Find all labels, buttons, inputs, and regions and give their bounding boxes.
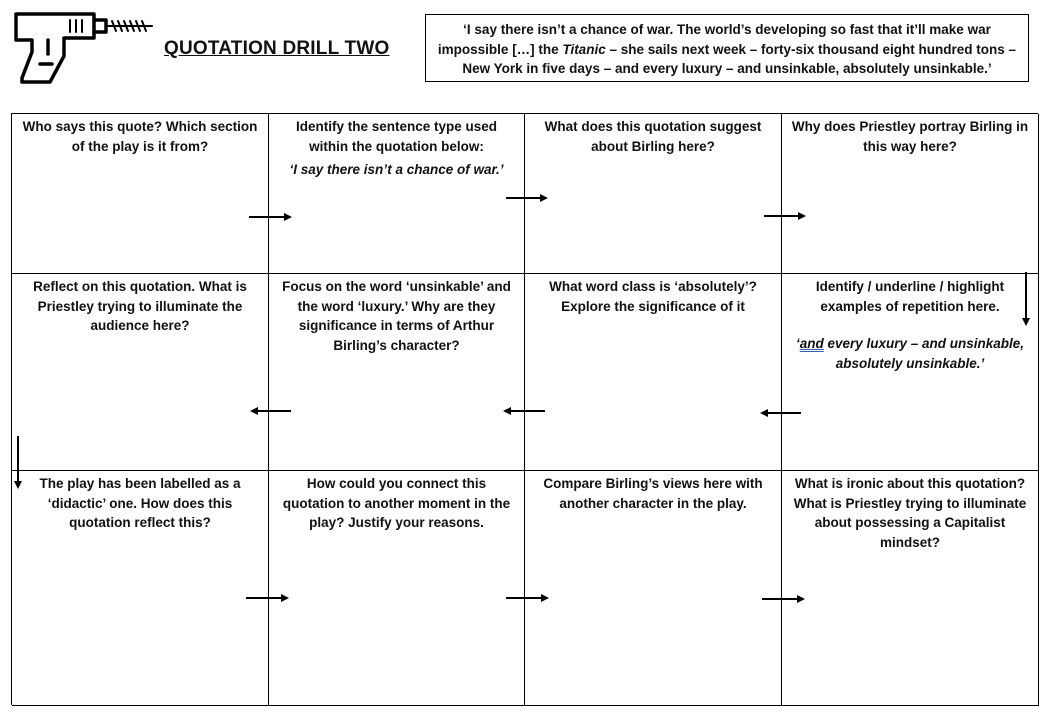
quotation-text-italic: Titanic — [562, 41, 606, 57]
question-cell-6[interactable] — [269, 274, 525, 471]
question-text: What is ironic about this quotation? What is Priestley trying to illuminate about possessing a Capitalist mindset? — [793, 476, 1027, 550]
question-cell-1[interactable] — [12, 114, 269, 274]
quotation-text-part1: ‘I say there isn’t a chance of war. The world’s developing so fast that it’ll make war impossible […] the — [437, 22, 991, 57]
underlined-word: and — [799, 336, 824, 351]
drill-icon — [10, 8, 160, 90]
question-text: Compare Birling’s views here with another character in the play. — [543, 476, 763, 511]
question-text: Identify / underline / highlight examples of repetition here. — [815, 279, 1005, 314]
question-cell-2[interactable] — [269, 114, 525, 274]
question-text: Reflect on this quotation. What is Priestley trying to illuminate the audience here? — [33, 279, 247, 333]
quote-rest: every luxury – and unsinkable, absolutely unsinkable.’ — [823, 336, 1025, 371]
question-text: Focus on the word ‘unsinkable’ and the word ‘luxury.’ Why are they significance in terms of Arthur Birling’s character? — [282, 279, 511, 353]
question-text: Who says this quote? Which section of the play is it from? — [22, 119, 258, 154]
question-text: Identify the sentence type used within the quotation below: — [295, 119, 498, 154]
question-text: What does this quotation suggest about Birling here? — [544, 119, 762, 154]
question-cell-8[interactable] — [782, 274, 1039, 471]
question-cell-9[interactable] — [12, 471, 269, 706]
quotation-extract: ‘I say there isn’t a chance of war.’ — [289, 162, 504, 177]
question-cell-7[interactable] — [525, 274, 782, 471]
question-text: The play has been labelled as a ‘didactic’ one. How does this quotation reflect this? — [39, 476, 241, 530]
quote-open: ‘ — [795, 336, 800, 351]
question-text: How could you connect this quotation to another moment in the play? Justify your reasons. — [282, 476, 511, 530]
quotation-extract — [790, 334, 1030, 373]
question-cell-4[interactable] — [782, 114, 1039, 274]
question-text: What word class is ‘absolutely’? Explore the significance of it — [549, 279, 757, 314]
page-title: QUOTATION DRILL TWO — [164, 38, 390, 59]
question-cell-12[interactable] — [782, 471, 1039, 706]
quotation-text-part2: – she sails next week – forty-six thousand eight hundred tons – New York in five days – and every luxury – and unsinkable, absolutely unsinkable.’ — [462, 41, 1017, 76]
question-cell-10[interactable] — [269, 471, 525, 706]
question-grid — [11, 113, 1038, 705]
quotation-box — [425, 14, 1029, 82]
question-text: Why does Priestley portray Birling in this way here? — [791, 119, 1029, 154]
question-cell-3[interactable] — [525, 114, 782, 274]
question-cell-5[interactable] — [12, 274, 269, 471]
question-cell-11[interactable] — [525, 471, 782, 706]
